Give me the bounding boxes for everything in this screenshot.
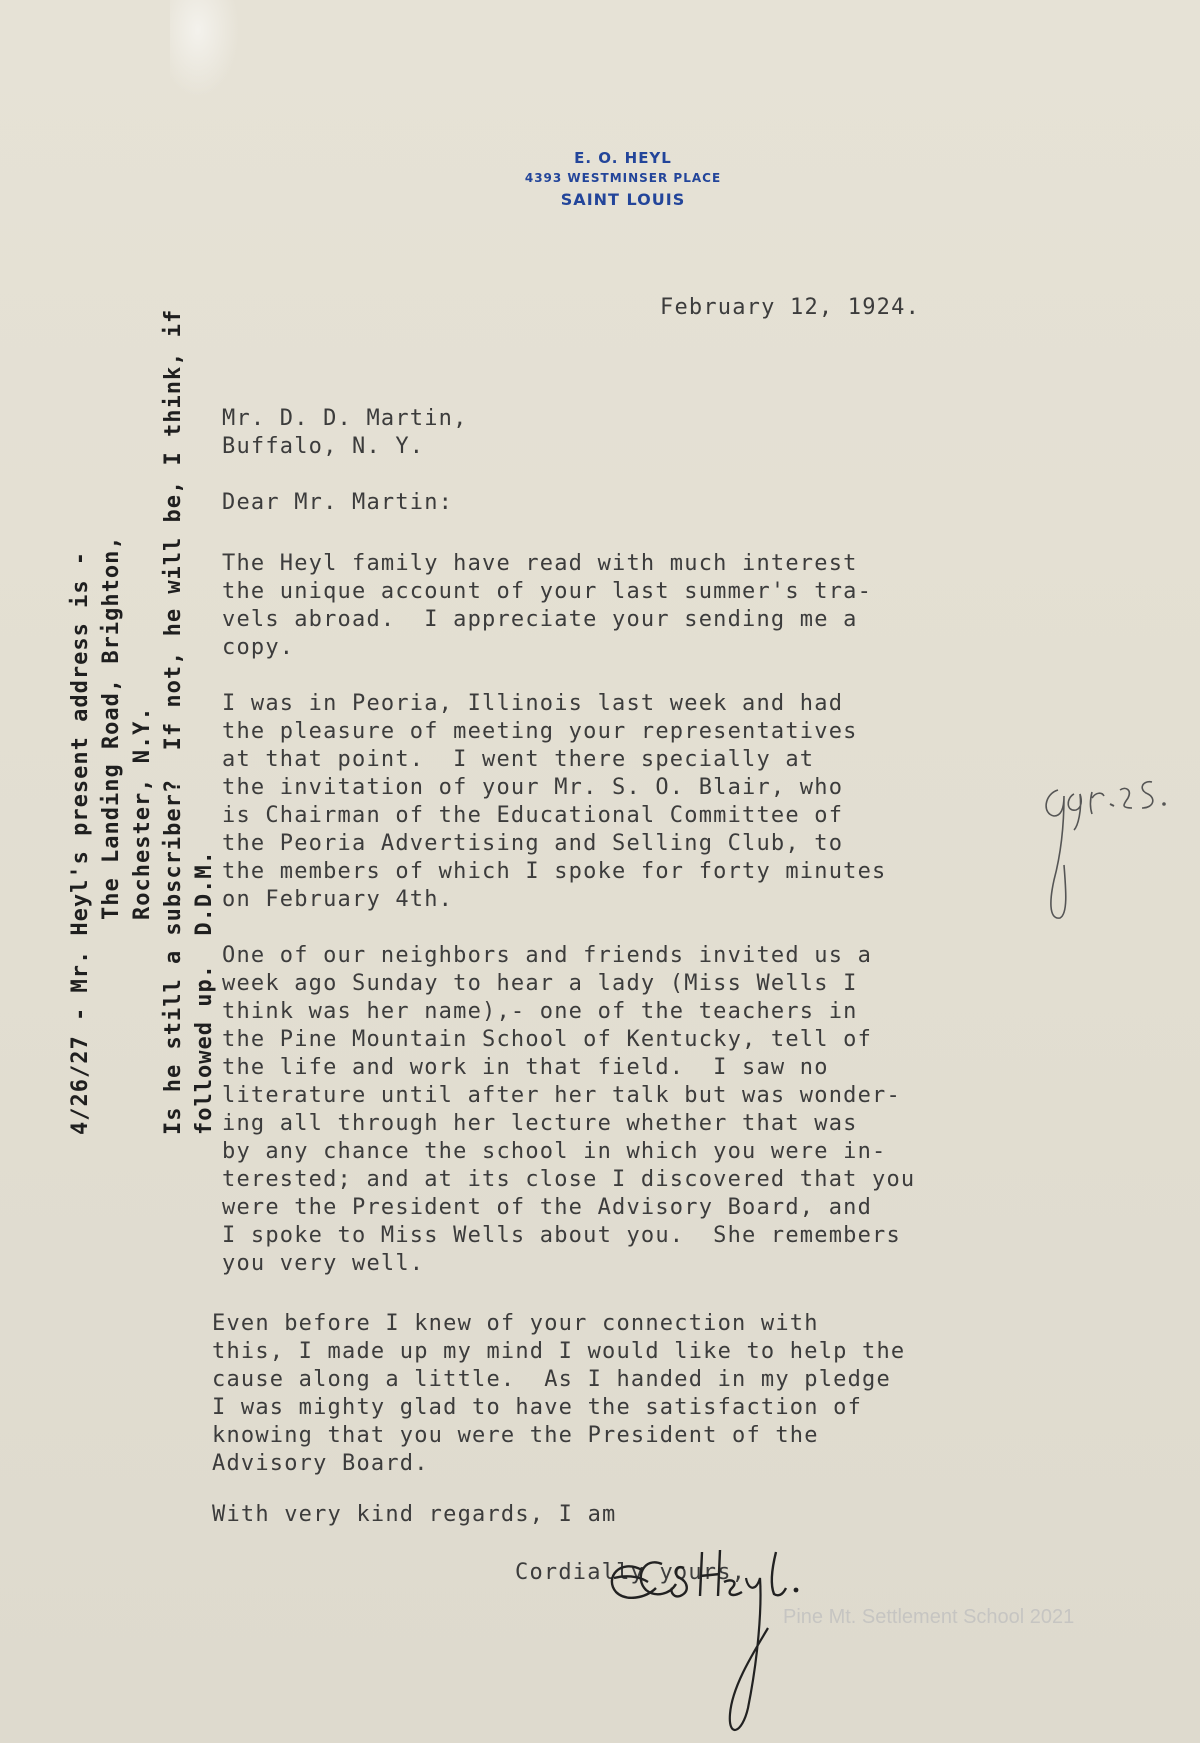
- paragraph-line: Advisory Board.: [212, 1451, 429, 1476]
- paragraph-line: by any chance the school in which you were in-: [222, 1139, 887, 1164]
- paragraph-line: the invitation of your Mr. S. O. Blair, who: [222, 775, 844, 800]
- paragraph-line: week ago Sunday to hear a lady (Miss Wells I: [222, 971, 858, 996]
- recipient-name: Mr. D. D. Martin,: [222, 406, 468, 431]
- paragraph-4: [212, 1310, 1042, 1478]
- side-note-line: 4/26/27 - Mr. Heyl's present address is -: [68, 550, 93, 1135]
- margin-handwritten-initials: [1040, 770, 1180, 930]
- recipient-city: Buffalo, N. Y.: [222, 434, 425, 459]
- letterhead-street: 4393 WESTMINSER PLACE: [524, 171, 722, 185]
- letterhead: [23, 148, 1200, 212]
- paragraph-line: Even before I knew of your connection with: [212, 1311, 819, 1336]
- handwritten-signature: [600, 1548, 860, 1743]
- paragraph-line: at that point. I went there specially at: [222, 747, 815, 772]
- letterhead-city: SAINT LOUIS: [560, 190, 686, 209]
- paragraph-2: [222, 690, 1052, 914]
- paragraph-line: terested; and at its close I discovered that you: [222, 1167, 916, 1192]
- recipient-address: [222, 405, 468, 461]
- paragraph-line: literature until after her talk but was wonder-: [222, 1083, 901, 1108]
- side-note-line: Is he still a subscriber? If not, he will be, I think, if: [161, 308, 186, 1135]
- side-note-line: The Landing Road, Brighton,: [99, 535, 124, 920]
- complimentary-close: Cordially yours,: [515, 1560, 747, 1585]
- paragraph-line: the pleasure of meeting your representatives: [222, 719, 858, 744]
- paper-fold-mark: [170, 0, 240, 100]
- paragraph-line: The Heyl family have read with much interest: [222, 551, 858, 576]
- paragraph-line: the members of which I spoke for forty minutes: [222, 859, 887, 884]
- paragraph-line: I spoke to Miss Wells about you. She remembers: [222, 1223, 901, 1248]
- paragraph-line: I was in Peoria, Illinois last week and had: [222, 691, 844, 716]
- paragraph-1: [222, 550, 1052, 662]
- paragraph-line: is Chairman of the Educational Committee of: [222, 803, 844, 828]
- paragraph-line: ing all through her lecture whether that was: [222, 1111, 858, 1136]
- paragraph-line: knowing that you were the President of the: [212, 1423, 819, 1448]
- paragraph-line: the Pine Mountain School of Kentucky, tell of: [222, 1027, 873, 1052]
- paragraph-line: copy.: [222, 635, 295, 660]
- salutation: Dear Mr. Martin:: [222, 490, 454, 515]
- side-note: [65, 309, 220, 1135]
- paragraph-line: cause along a little. As I handed in my pledge: [212, 1367, 891, 1392]
- paragraph-3: [222, 942, 1052, 1278]
- paragraph-line: on February 4th.: [222, 887, 454, 912]
- paragraph-line: I was mighty glad to have the satisfaction of: [212, 1395, 863, 1420]
- side-note-line: followed up. D.D.M.: [192, 850, 217, 1135]
- side-note-line: Rochester, N.Y.: [130, 706, 155, 920]
- letterhead-name: E. O. HEYL: [574, 149, 672, 167]
- paragraph-line: the life and work in that field. I saw no: [222, 1055, 829, 1080]
- paragraph-line: the Peoria Advertising and Selling Club, to: [222, 831, 844, 856]
- paragraph-line: One of our neighbors and friends invited us a: [222, 943, 873, 968]
- watermark: Pine Mt. Settlement School 2021: [783, 1606, 1075, 1628]
- paragraph-line: the unique account of your last summer's tra-: [222, 579, 873, 604]
- paragraph-line: think was her name),- one of the teachers in: [222, 999, 858, 1024]
- letter-date: February 12, 1924.: [660, 295, 921, 320]
- paragraph-line: vels abroad. I appreciate your sending me a: [222, 607, 858, 632]
- closing-line: With very kind regards, I am: [212, 1502, 617, 1527]
- paragraph-line: you very well.: [222, 1251, 425, 1276]
- paragraph-line: were the President of the Advisory Board, and: [222, 1195, 873, 1220]
- paragraph-line: this, I made up my mind I would like to help the: [212, 1339, 906, 1364]
